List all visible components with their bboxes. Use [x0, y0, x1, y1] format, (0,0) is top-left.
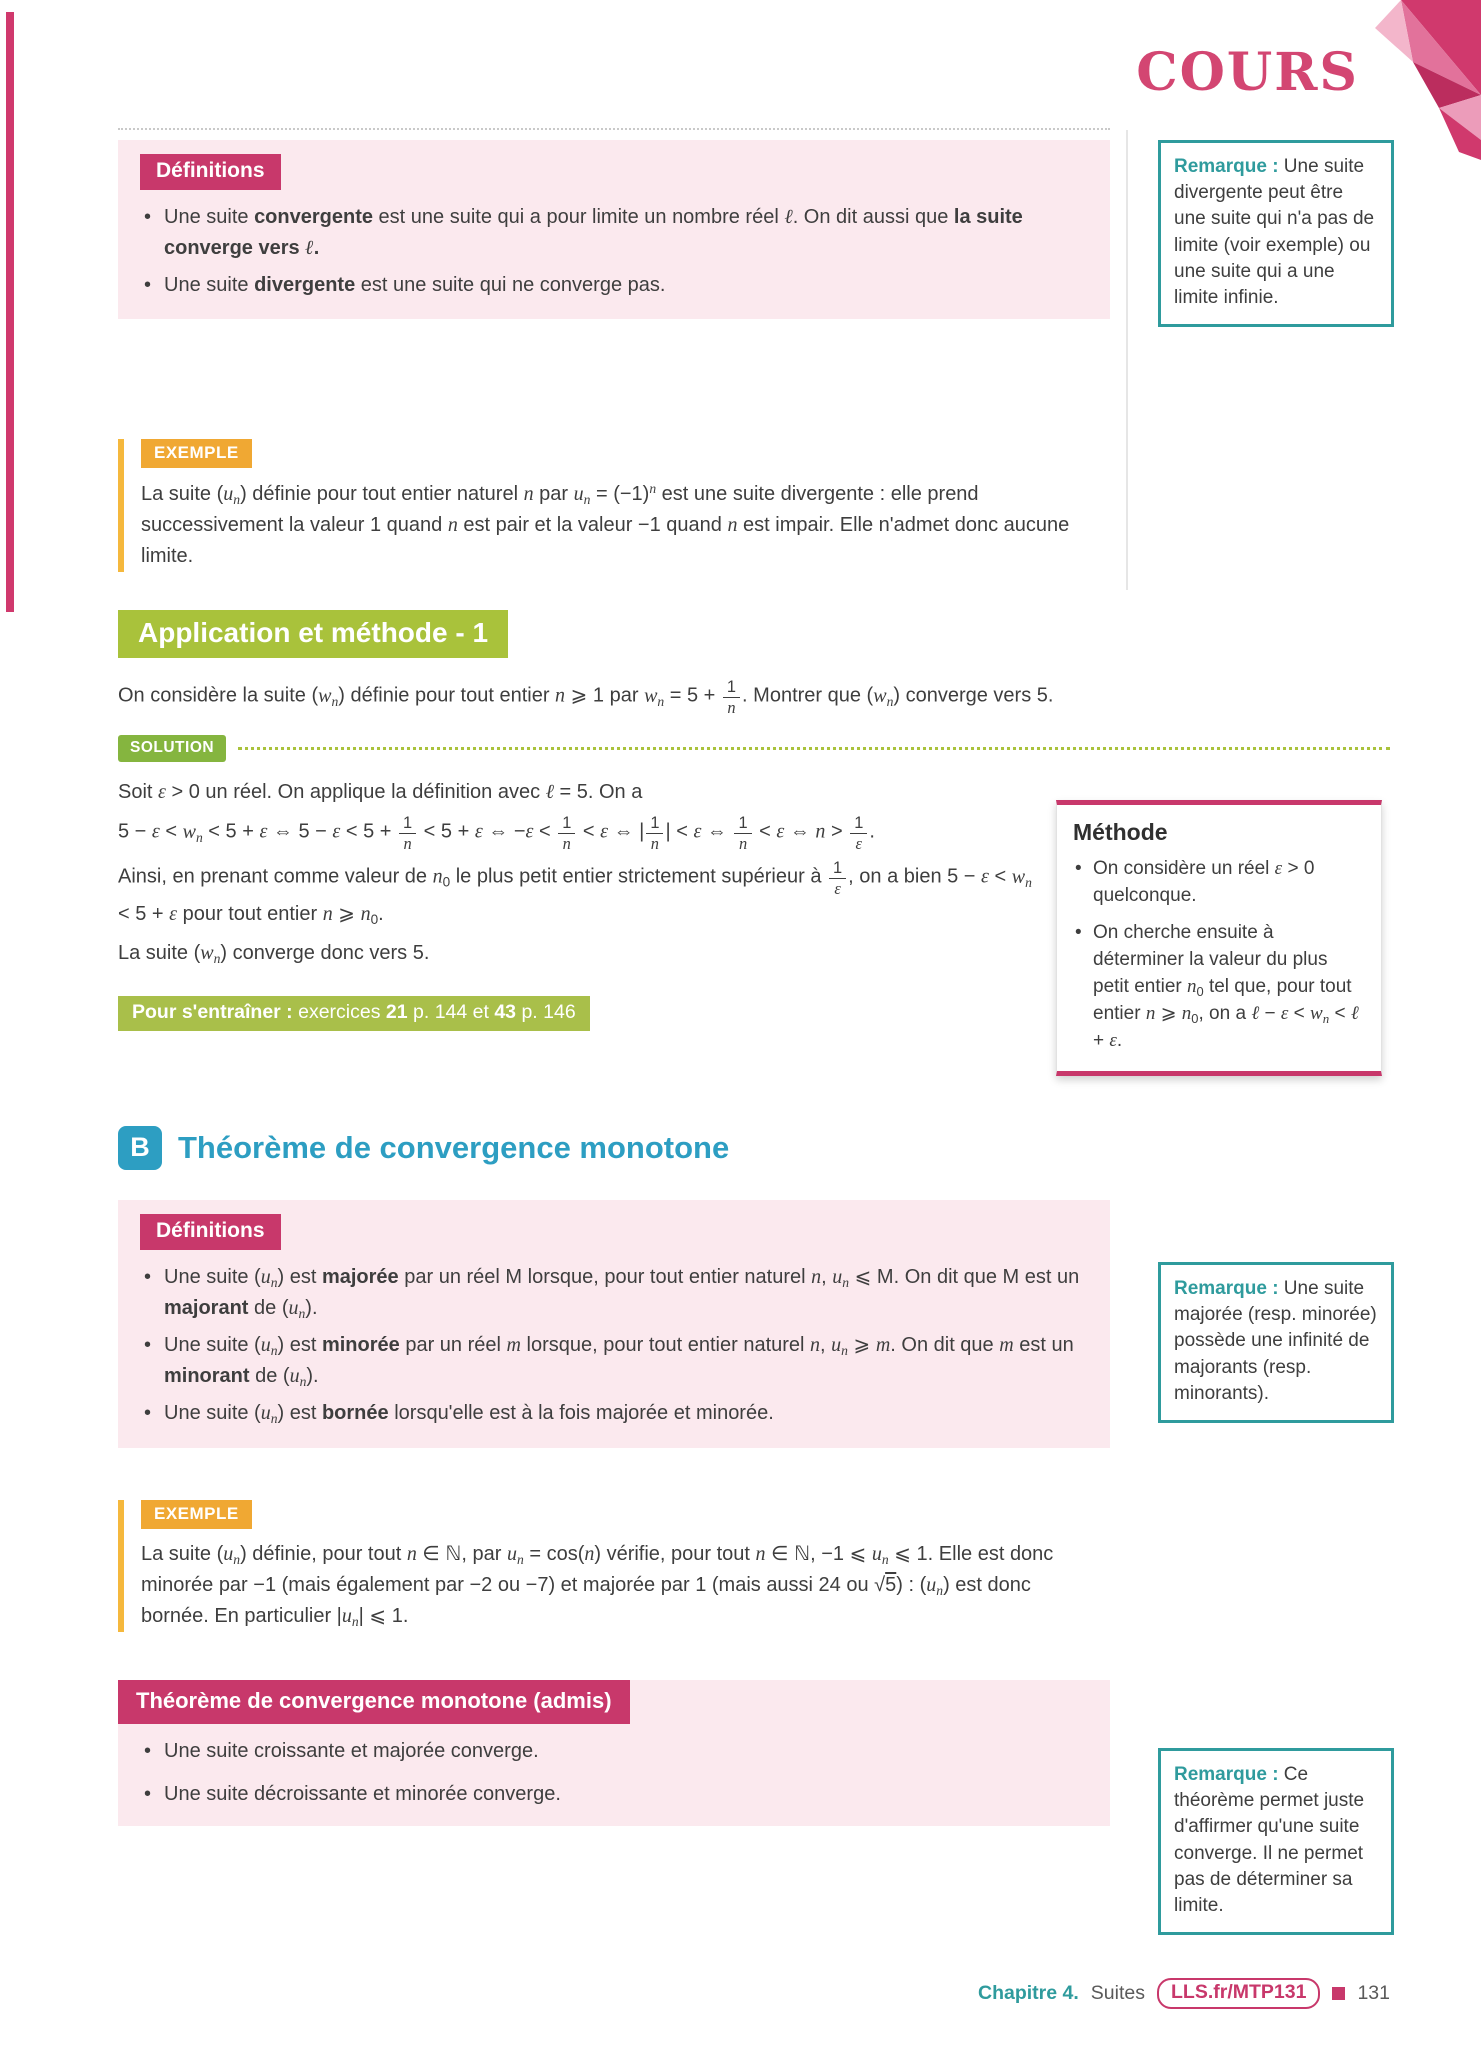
definition-bullet: • Une suite $(u_n)$ est bornée lorsqu'elle est à la fois majorée et minorée. — [140, 1398, 1088, 1429]
page-number: 131 — [1357, 1982, 1390, 2004]
theorem-bullet: • Une suite croissante et majorée converge. — [140, 1736, 1088, 1767]
solution-badge: SOLUTION — [118, 735, 226, 762]
remark-box-1: Remarque : Une suite divergente peut être une suite qui n'a pas de limite (voir exemple) ou une suite qui a une limite infinie. — [1158, 140, 1394, 327]
solution-line: Soit ε > 0 un réel. On applique la définition avec ℓ = 5. On a — [118, 781, 643, 804]
method-title: Méthode — [1073, 819, 1168, 845]
solution-line: Ainsi, en prenant comme valeur de $n_0$ le plus petit entier strictement supérieur à $\frac{1}{\varepsilon}$ , on a bien $5 - \varepsilon < w_n < 5 + \varepsilon$ pour tout entier n ⩾ $n_0$. — [118, 859, 1032, 928]
solution-text — [118, 776, 1038, 970]
definitions-box-2 — [118, 1200, 1110, 1448]
solution-line: $5 - \varepsilon < w_n < 5 + \varepsilon$ ⇔ 5 − ε < 5 + $\frac{1}{n}$ < 5 + ε ⇔ −ε < $\frac{1}{n}$ < ε ⇔ | $\frac{1}{n}$ | < ε ⇔ $\frac{1}{n}$ < ε ⇔ n > $\frac{1}{\varepsilon}$ . — [118, 814, 875, 854]
method-bullet: • On cherche ensuite à déterminer la valeur du plus petit entier $n_0$ tel que, pour tout entier n ⩾ $n_0$, on a ℓ − $\varepsilon < w_n$ < ℓ + ε. — [1073, 920, 1365, 1055]
section-b-icon: B — [118, 1126, 162, 1170]
method-box — [1056, 800, 1382, 1076]
cours-label: COURS — [1136, 42, 1359, 103]
example-text: La suite $(u_n)$ définie pour tout entier naturel n par $u_n = (-1)^n$ est une suite divergente : elle prend successivement la valeur 1 quand n est pair et la valeur −1 quand n est impair. Elle n'admet donc aucune limite. — [141, 481, 1070, 567]
left-accent-strip — [6, 12, 14, 612]
theorem-title: Théorème de convergence monotone (admis) — [118, 1680, 630, 1724]
exemple-tag: EXEMPLE — [141, 1500, 252, 1529]
solution-line: La suite $(w_n)$ converge donc vers 5. — [118, 942, 430, 967]
page-footer — [0, 1978, 1390, 2009]
example-box-1 — [118, 439, 1110, 572]
method-bullet: • On considère un réel ε > 0 quelconque. — [1073, 856, 1365, 910]
definitions-badge: Définitions — [140, 154, 281, 190]
chapter-label: Chapitre 4. — [978, 1982, 1079, 2004]
section-b-title: Théorème de convergence monotone — [178, 1129, 730, 1165]
definition-bullet: • Une suite $(u_n)$ est minorée par un réel m lorsque, pour tout entier naturel n, $u_n$ ⩾ m. On dit que m est un minorant de $(u_n)$. — [140, 1330, 1088, 1392]
definitions-box-1 — [118, 140, 1110, 319]
practice-banner: Pour s'entraîner : exercices 21 p. 144 et 43 p. 146 — [118, 996, 590, 1031]
lls-link[interactable]: LLS.fr/MTP131 — [1157, 1978, 1320, 2009]
definitions-badge: Définitions — [140, 1214, 281, 1250]
solution-dotted-line — [238, 747, 1390, 750]
top-dotted-line — [118, 128, 1110, 130]
definition-bullet: • Une suite $(u_n)$ est majorée par un réel M lorsque, pour tout entier naturel n, $u_n$ ⩽ M. On dit que M est un majorant de $(u_n)$. — [140, 1262, 1088, 1324]
example-box-2 — [118, 1500, 1110, 1632]
exemple-tag: EXEMPLE — [141, 439, 252, 468]
definition-bullet: • Une suite divergente est une suite qui ne converge pas. — [140, 270, 1088, 301]
solution-header — [118, 735, 1390, 762]
example-text: La suite $(u_n)$ définie, pour tout n ∈ ℕ, par $u_n = \cos(n)$ vérifie, pour tout n ∈ ℕ, −1 ⩽ $u_n$ ⩽ 1. Elle est donc minorée par −1 (mais également par −2 ou −7) et majorée par 1 (mais aussi 24 ou √5) : $(u_n)$ est donc bornée. En particulier $|u_n|$ ⩽ 1. — [141, 1542, 1054, 1629]
remark-box-3: Remarque : Ce théorème permet juste d'affirmer qu'une suite converge. Il ne permet pas de déterminer sa limite. — [1158, 1748, 1394, 1935]
footer-square-icon — [1332, 1987, 1345, 2000]
corner-decoration — [1331, 0, 1481, 160]
exercise-statement: On considère la suite $(w_n)$ définie pour tout entier n ⩾ 1 par $w_n = 5$ + $\frac{1}{n}$ . Montrer que $(w_n)$ converge vers 5. — [118, 677, 1054, 717]
column-divider-line — [1126, 130, 1128, 590]
theorem-box — [118, 1680, 1110, 1826]
definition-bullet: • Une suite convergente est une suite qui a pour limite un nombre réel ℓ. On dit aussi que la suite converge vers ℓ. — [140, 202, 1088, 264]
remark-box-2: Remarque : Une suite majorée (resp. minorée) possède une infinité de majorants (resp. minorants). — [1158, 1262, 1394, 1423]
chapter-subject: Suites — [1090, 1982, 1145, 2004]
application-method-title: Application et méthode - 1 — [118, 610, 508, 658]
main-column — [118, 128, 1110, 1826]
theorem-bullet: • Une suite décroissante et minorée converge. — [140, 1779, 1088, 1810]
section-b-header — [118, 1126, 1110, 1170]
